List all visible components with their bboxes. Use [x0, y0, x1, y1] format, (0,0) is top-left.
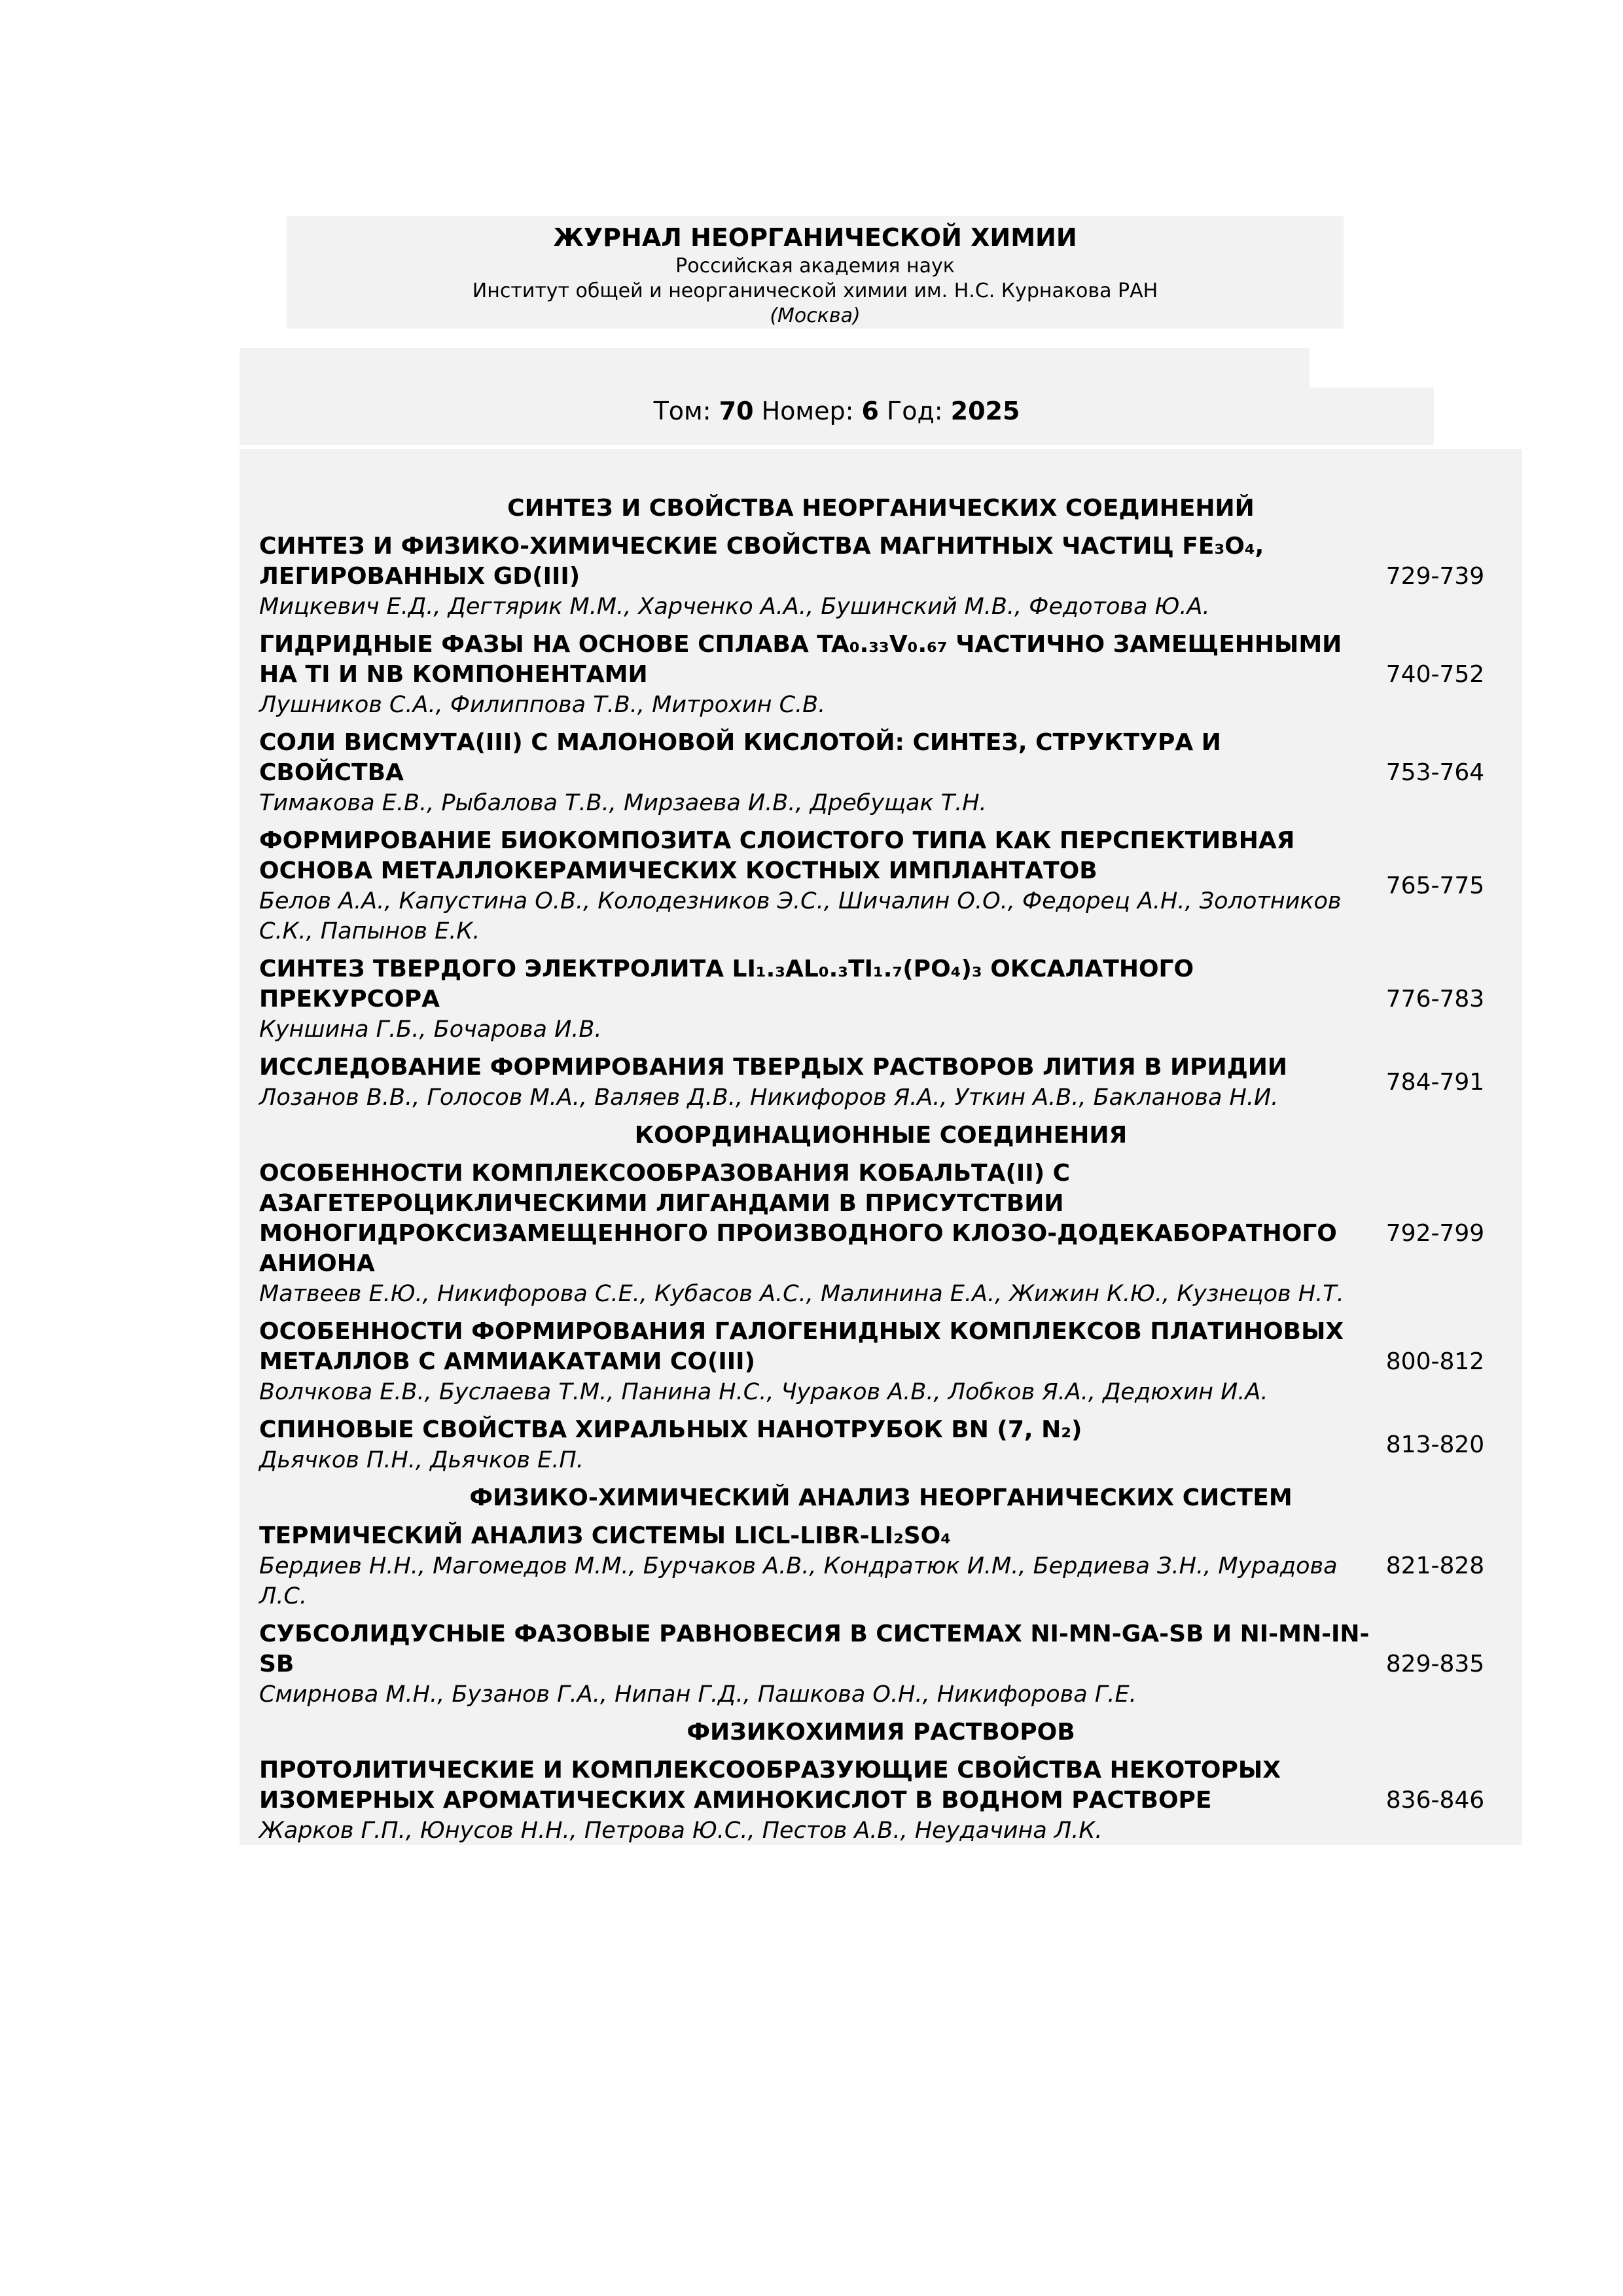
article-authors: Волчкова Е.В., Буслаева Т.М., Панина Н.С., Чураков А.В., Лобков Я.А., Дедюхин И.А.: [259, 1379, 1268, 1405]
article-title[interactable]: СИНТЕЗ И ФИЗИКО-ХИМИЧЕСКИЕ СВОЙСТВА МАГНИТНЫХ ЧАСТИЦ FE₃O₄, ЛЕГИРОВАННЫХ GD(III): [259, 533, 1264, 590]
article-authors: Смирнова М.Н., Бузанов Г.А., Нипан Г.Д., Пашкова О.Н., Никифорова Г.Е.: [259, 1681, 1137, 1708]
article-authors: Матвеев Е.Ю., Никифорова С.Е., Кубасов А.С., Малинина Е.А., Жижин К.Ю., Кузнецов Н.Т.: [259, 1281, 1344, 1307]
article-pages: 813-820: [1385, 1431, 1485, 1458]
article-authors: Бердиев Н.Н., Магомедов М.М., Бурчаков А.В., Кондратюк И.М., Бердиева З.Н., Мурадова Л.С.: [259, 1553, 1338, 1609]
article-authors: Мицкевич Е.Д., Дегтярик М.М., Харченко А.А., Бушинский М.В., Федотова Ю.А.: [259, 594, 1210, 620]
article-title[interactable]: ИССЛЕДОВАНИЕ ФОРМИРОВАНИЯ ТВЕРДЫХ РАСТВОРОВ ЛИТИЯ В ИРИДИИ: [259, 1054, 1288, 1081]
article-title[interactable]: ПРОТОЛИТИЧЕСКИЕ И КОМПЛЕКСООБРАЗУЮЩИЕ СВОЙСТВА НЕКОТОРЫХ ИЗОМЕРНЫХ АРОМАТИЧЕСКИХ АМИНОКИСЛОТ В ВОДНОМ РАСТВОРЕ: [259, 1757, 1281, 1814]
article-pages: 821-828: [1385, 1552, 1485, 1579]
article-authors: Тимакова Е.В., Рыбалова Т.В., Мирзаева И.В., Дребущак Т.Н.: [259, 790, 987, 816]
article-text: [259, 630, 1373, 720]
article-entry: [259, 1521, 1503, 1611]
issue-info: [240, 391, 1434, 431]
article-authors: Дьячков П.Н., Дьячков Е.П.: [259, 1447, 584, 1473]
article-pages: 836-846: [1385, 1787, 1485, 1814]
article-entry: [259, 954, 1503, 1045]
article-text: [259, 1158, 1373, 1309]
article-title[interactable]: СПИНОВЫЕ СВОЙСТВА ХИРАЛЬНЫХ НАНОТРУБОК BN (7, N₂): [259, 1416, 1082, 1443]
article-entry: [259, 728, 1503, 818]
article-title[interactable]: ТЕРМИЧЕСКИЙ АНАЛИЗ СИСТЕМЫ LICL-LIBR-LI₂SO₄: [259, 1522, 952, 1549]
volume-value: 70: [719, 397, 754, 425]
article-pages: 792-799: [1385, 1220, 1485, 1247]
article-title[interactable]: СУБСОЛИДУСНЫЕ ФАЗОВЫЕ РАВНОВЕСИЯ В СИСТЕМАХ NI-MN-GA-SB И NI-MN-IN-SB: [259, 1621, 1370, 1677]
article-entry: [259, 531, 1503, 622]
year-value: 2025: [950, 397, 1020, 425]
article-entry: [259, 1158, 1503, 1309]
article-title[interactable]: ОСОБЕННОСТИ ФОРМИРОВАНИЯ ГАЛОГЕНИДНЫХ КОМПЛЕКСОВ ПЛАТИНОВЫХ МЕТАЛЛОВ С АММИАКАТАМИ CO(III): [259, 1318, 1344, 1375]
article-entry: [259, 1755, 1503, 1846]
article-authors: Куншина Г.Б., Бочарова И.В.: [259, 1016, 602, 1043]
issue-box-top: [240, 348, 1310, 387]
article-authors: Белов А.А., Капустина О.В., Колодезников Э.С., Шичалин О.О., Федорец А.Н., Золотников С.К., Папынов Е.К.: [259, 888, 1342, 944]
article-text: [259, 1317, 1373, 1407]
article-pages: 740-752: [1385, 661, 1485, 688]
article-text: [259, 728, 1373, 818]
article-text: [259, 1755, 1373, 1846]
article-pages: 753-764: [1385, 759, 1485, 786]
article-text: [259, 1619, 1373, 1710]
volume-label: Том:: [653, 397, 711, 425]
article-title[interactable]: ОСОБЕННОСТИ КОМПЛЕКСООБРАЗОВАНИЯ КОБАЛЬТА(II) С АЗАГЕТЕРОЦИКЛИЧЕСКИМИ ЛИГАНДАМИ В ПРИСУТСТВИИ МОНОГИДРОКСИЗАМЕЩЕННОГО ПРОИЗВОДНОГО КЛОЗО-ДОДЕКАБОРАТНОГО АНИОНА: [259, 1160, 1337, 1277]
article-entry: [259, 1317, 1503, 1407]
article-entry: [259, 1619, 1503, 1710]
table-of-contents: [240, 449, 1522, 1845]
year-label: Год:: [887, 397, 943, 425]
article-pages: 800-812: [1385, 1348, 1485, 1375]
article-pages: 729-739: [1385, 563, 1485, 590]
section-heading: СИНТЕЗ И СВОЙСТВА НЕОРГАНИЧЕСКИХ СОЕДИНЕНИЙ: [507, 495, 1255, 522]
article-pages: 776-783: [1385, 986, 1485, 1013]
journal-header: [287, 216, 1344, 329]
article-entry: [259, 630, 1503, 720]
article-text: [259, 531, 1373, 622]
article-entry: [259, 1415, 1503, 1475]
article-title[interactable]: ГИДРИДНЫЕ ФАЗЫ НА ОСНОВЕ СПЛАВА TA₀.₃₃V₀.₆₇ ЧАСТИЧНО ЗАМЕЩЕННЫМИ НА TI И NB КОМПОНЕНТАМИ: [259, 631, 1342, 688]
section-heading: ФИЗИКОХИМИЯ РАСТВОРОВ: [687, 1719, 1075, 1746]
number-value: 6: [861, 397, 879, 425]
article-text: [259, 954, 1373, 1045]
article-title[interactable]: ФОРМИРОВАНИЕ БИОКОМПОЗИТА СЛОИСТОГО ТИПА КАК ПЕРСПЕКТИВНАЯ ОСНОВА МЕТАЛЛОКЕРАМИЧЕСКИХ КОСТНЫХ ИМПЛАНТАТОВ: [259, 827, 1295, 884]
article-authors: Лушников С.А., Филиппова Т.В., Митрохин С.В.: [259, 692, 826, 718]
section-heading: ФИЗИКО-ХИМИЧЕСКИЙ АНАЛИЗ НЕОРГАНИЧЕСКИХ СИСТЕМ: [469, 1484, 1293, 1511]
article-text: [259, 1415, 1373, 1475]
city-name: (Москва): [770, 304, 861, 327]
article-authors: Жарков Г.П., Юнусов Н.Н., Петрова Ю.С., Пестов А.В., Неудачина Л.К.: [259, 1818, 1103, 1844]
article-text: [259, 1521, 1373, 1611]
article-authors: Лозанов В.В., Голосов М.А., Валяев Д.В., Никифоров Я.А., Уткин А.В., Бакланова Н.И.: [259, 1085, 1279, 1111]
article-pages: 765-775: [1385, 872, 1485, 899]
article-entry: [259, 826, 1503, 946]
article-pages: 829-835: [1385, 1651, 1485, 1677]
article-text: [259, 1052, 1373, 1113]
institute-name: Институт общей и неорганической химии им. Н.С. Курнакова РАН: [472, 279, 1158, 302]
journal-title: ЖУРНАЛ НЕОРГАНИЧЕСКОЙ ХИМИИ: [553, 223, 1077, 252]
article-entry: [259, 1052, 1503, 1113]
article-title[interactable]: СИНТЕЗ ТВЕРДОГО ЭЛЕКТРОЛИТА LI₁.₃AL₀.₃TI₁.₇(PO₄)₃ ОКСАЛАТНОГО ПРЕКУРСОРА: [259, 956, 1194, 1013]
article-pages: 784-791: [1385, 1069, 1485, 1096]
section-heading: КООРДИНАЦИОННЫЕ СОЕДИНЕНИЯ: [634, 1122, 1128, 1149]
academy-name: Российская академия наук: [675, 255, 955, 278]
article-title[interactable]: СОЛИ ВИСМУТА(III) С МАЛОНОВОЙ КИСЛОТОЙ: СИНТЕЗ, СТРУКТУРА И СВОЙСТВА: [259, 729, 1221, 786]
article-text: [259, 826, 1373, 946]
number-label: Номер:: [761, 397, 854, 425]
